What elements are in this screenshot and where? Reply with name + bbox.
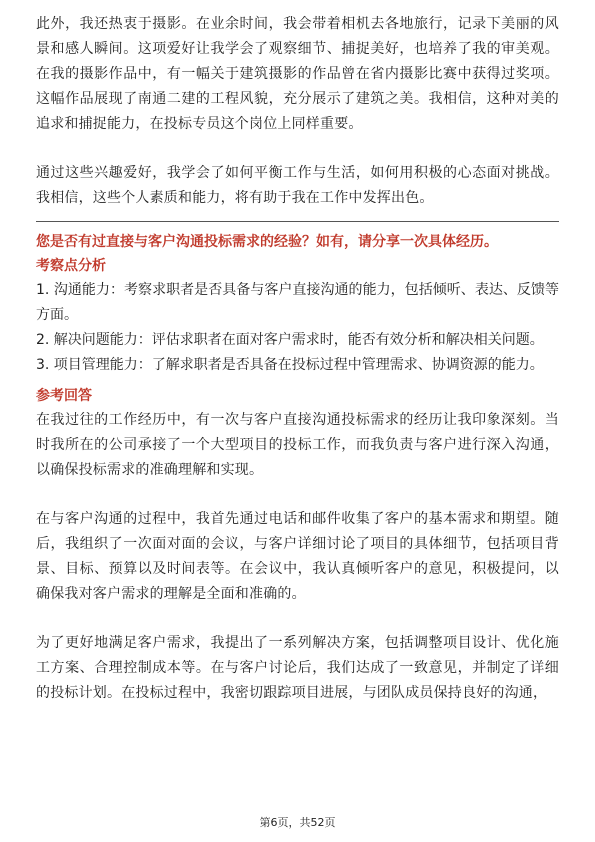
intro-paragraph-photography: 此外，我还热衷于摄影。在业余时间，我会带着相机去各地旅行，记录下美丽的风景和感人瞬间。这项爱好让我学会了观察细节、捕捉美好，也培养了我的审美观。在我的摄影作品中，有一幅关于建筑摄影的作品曾在省内摄影比赛中获得过奖项。这幅作品展现了南通二建的工程风貌，充分展示了建筑之美。我相信，这种对美的追求和捕捉能力，在投标专员这个岗位上同样重要。 xyxy=(36,16,559,132)
answer-heading: 参考回答 xyxy=(36,388,92,404)
interview-question: 您是否有过直接与客户沟通投标需求的经验？如有，请分享一次具体经历。 xyxy=(36,234,498,250)
page-content xyxy=(36,12,559,706)
intro-paragraph-summary: 通过这些兴趣爱好，我学会了如何平衡工作与生活，如何用积极的心态面对挑战。我相信，这些个人素质和能力，将有助于我在工作中发挥出色。 xyxy=(36,165,559,206)
answer-paragraph: 为了更好地满足客户需求，我提出了一系列解决方案，包括调整项目设计、优化施工方案、合理控制成本等。在与客户讨论后，我们达成了一致意见，并制定了详细的投标计划。在投标过程中，我密切跟踪项目进展，与团队成员保持良好的沟通， xyxy=(36,635,559,701)
answer-paragraph: 在与客户沟通的过程中，我首先通过电话和邮件收集了客户的基本需求和期望。随后，我组织了一次面对面的会议，与客户详细讨论了项目的具体细节，包括项目背景、目标、预算以及时间表等。在会议中，我认真倾听客户的意见，积极提问，以确保我对客户需求的理解是全面和准确的。 xyxy=(36,511,559,602)
analysis-item: 1. 沟通能力：考察求职者是否具备与客户直接沟通的能力，包括倾听、表达、反馈等方面。 xyxy=(36,282,559,323)
analysis-heading: 考察点分析 xyxy=(36,258,106,274)
analysis-item: 3. 项目管理能力：了解求职者是否具备在投标过程中管理需求、协调资源的能力。 xyxy=(36,357,544,373)
analysis-list xyxy=(36,278,559,378)
answer-paragraph: 在我过往的工作经历中，有一次与客户直接沟通投标需求的经历让我印象深刻。当时我所在的公司承接了一个大型项目的投标工作，而我负责与客户进行深入沟通，以确保投标需求的准确理解和实现。 xyxy=(36,412,559,478)
analysis-item: 2. 解决问题能力：评估求职者在面对客户需求时，能否有效分析和解决相关问题。 xyxy=(36,332,544,348)
page-number-footer: 第6页，共52页 xyxy=(259,816,336,829)
section-divider xyxy=(36,221,559,222)
